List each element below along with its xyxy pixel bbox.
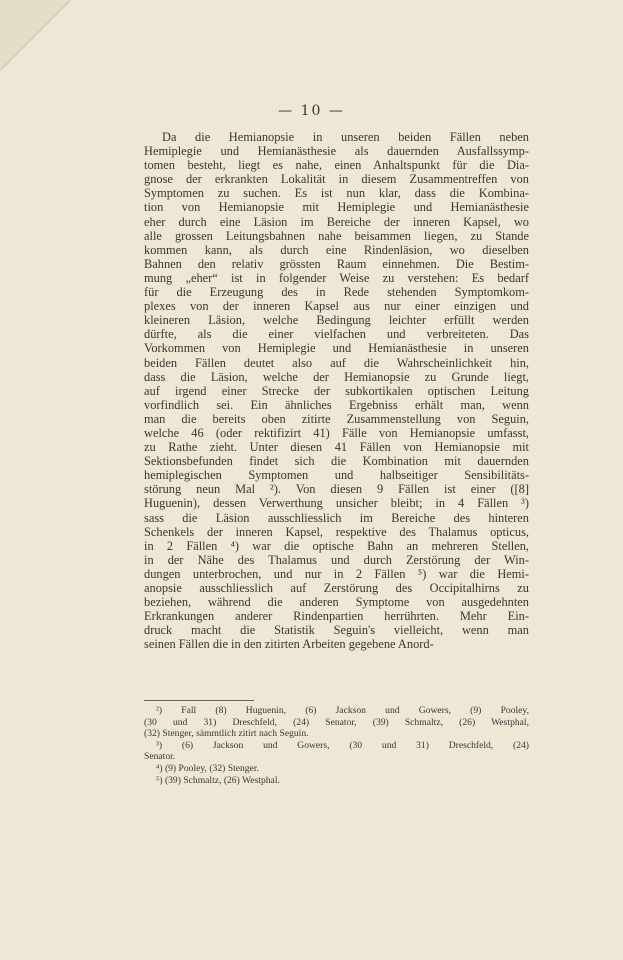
text-line: dürfte, als die einer vielfachen und verbreiteten. Das (144, 327, 529, 342)
text-line: in 2 Fällen ⁴) war die optische Bahn an mehreren Stellen, (144, 538, 529, 553)
text-line: Hemiplegie und Hemianästhesie als dauernden Ausfallssymp- (144, 144, 529, 159)
footnote (144, 740, 529, 763)
page-number: — 10 — (278, 103, 345, 119)
footnote-line: ²) Fall (8) Huguenin, (6) Jackson und Gowers, (9) Pooley, (156, 705, 529, 716)
text-line: dungen unterbrochen, und nur in 2 Fällen ⁵) war die Hemi- (144, 566, 529, 581)
text-line: eher durch eine Läsion im Bereiche der inneren Kapsel, wo (144, 214, 529, 229)
footnote-line: ⁴) (9) Pooley, (32) Stenger. (156, 762, 259, 774)
text-line: für die Erzeugung des in Rede stehenden Symptomkom- (144, 285, 529, 300)
text-line: störung neun Mal ²). Von diesen 9 Fällen ist einer ([8] (144, 482, 529, 497)
body-text (144, 130, 529, 651)
folded-corner (0, 0, 70, 70)
text-line: Sektionsbefunden findet sich die Kombination mit dauernden (144, 454, 529, 469)
text-line: druck macht die Statistik Seguin's vielleicht, wenn man (144, 623, 529, 638)
text-line: welche 46 (oder rektifizirt 41) Fälle von Hemianopsie umfasst, (144, 425, 529, 440)
text-line: man die bereits oben zitirte Zusammenstellung von Seguin, (144, 411, 529, 426)
footnote (144, 705, 529, 740)
footnote (144, 763, 529, 775)
text-line: Bahnen den relativ grössten Raum einnehmen. Die Bestim- (144, 256, 529, 271)
footnotes (144, 705, 529, 786)
text-line: Symptomen zu suchen. Es ist nun klar, dass die Kombina- (144, 186, 529, 201)
text-line: tion von Hemianopsie mit Hemiplegie und Hemianästhesie (144, 200, 529, 215)
text-line: in der Nähe des Thalamus und durch Zerstörung der Win- (144, 552, 529, 567)
text-line: hemiplegischen Symptomen und halbseitiger Sensibilitäts- (144, 468, 529, 483)
text-line: Vorkommen von Hemiplegie und Hemianästhesie in unseren (144, 341, 529, 356)
text-line: seinen Fällen die in den zitirten Arbeiten gegebene Anord- (144, 637, 434, 652)
text-line: auf irgend einer Strecke der subkortikalen optischen Leitung (144, 383, 529, 398)
text-line: mung „eher“ ist in folgender Weise zu verstehen: Es bedarf (144, 270, 529, 285)
footnote-rule (144, 700, 254, 701)
text-line: Schenkels der inneren Kapsel, respektive des Thalamus opticus, (144, 524, 529, 539)
text-line: tomen besteht, liegt es nahe, einen Anhaltspunkt für die Dia- (144, 158, 529, 173)
text-line: Huguenin), dessen Verwerthung unsicher bleibt; in 4 Fällen ³) (144, 496, 529, 511)
text-line: anopsie ausschliesslich auf Zerstörung des Occipitalhirns zu (144, 581, 529, 595)
text-line: Da die Hemianopsie in unseren beiden Fällen neben (162, 130, 529, 144)
text-line: sass die Läsion ausschliesslich im Bereiche des hinteren (144, 510, 529, 525)
footnote-line: ³) (6) Jackson und Gowers, (30 und 31) Dreschfeld, (24) (156, 739, 529, 751)
text-line: alle grossen Leitungsbahnen nahe beisammen liegen, zu Stande (144, 228, 529, 243)
footnote (144, 775, 529, 787)
text-line: dass die Läsion, welche der Hemianopsie zu Grunde liegt, (144, 369, 529, 384)
text-line: kleineren Läsion, welche Bedingung leichter erfüllt werden (144, 313, 529, 328)
footnote-line: (30 und 31) Dreschfeld, (24) Senator, (39) Schmaltz, (26) Westphal, (144, 716, 529, 728)
text-line: plexes von der inneren Kapsel aus nur einer einzigen und (144, 299, 529, 314)
text-line: zu Rathe zieht. Unter diesen 41 Fällen von Hemianopsie mit (144, 440, 529, 455)
text-line: beiden Fällen deutet also auf die Wahrscheinlichkeit hin, (144, 355, 529, 370)
text-line: Erkrankungen anderer Rindenpartien herrührten. Mehr Ein- (144, 609, 529, 624)
text-line: kommen kann, als durch eine Rindenläsion, wo dieselben (144, 242, 529, 257)
text-line: vorfindlich sei. Ein ähnliches Ergebniss erhält man, wenn (144, 397, 529, 412)
footnote-line: Senator. (144, 751, 176, 763)
footnote-line: (32) Stenger, sämmtlich zitirt nach Seguin. (144, 728, 309, 740)
text-line: gnose der erkrankten Lokalität in diesem Zusammentreffen von (144, 172, 529, 187)
footnote-line: ⁵) (39) Schmaltz, (26) Westphal. (156, 774, 280, 786)
text-line: beziehen, während die anderen Symptome von ausgedehnten (144, 595, 529, 610)
